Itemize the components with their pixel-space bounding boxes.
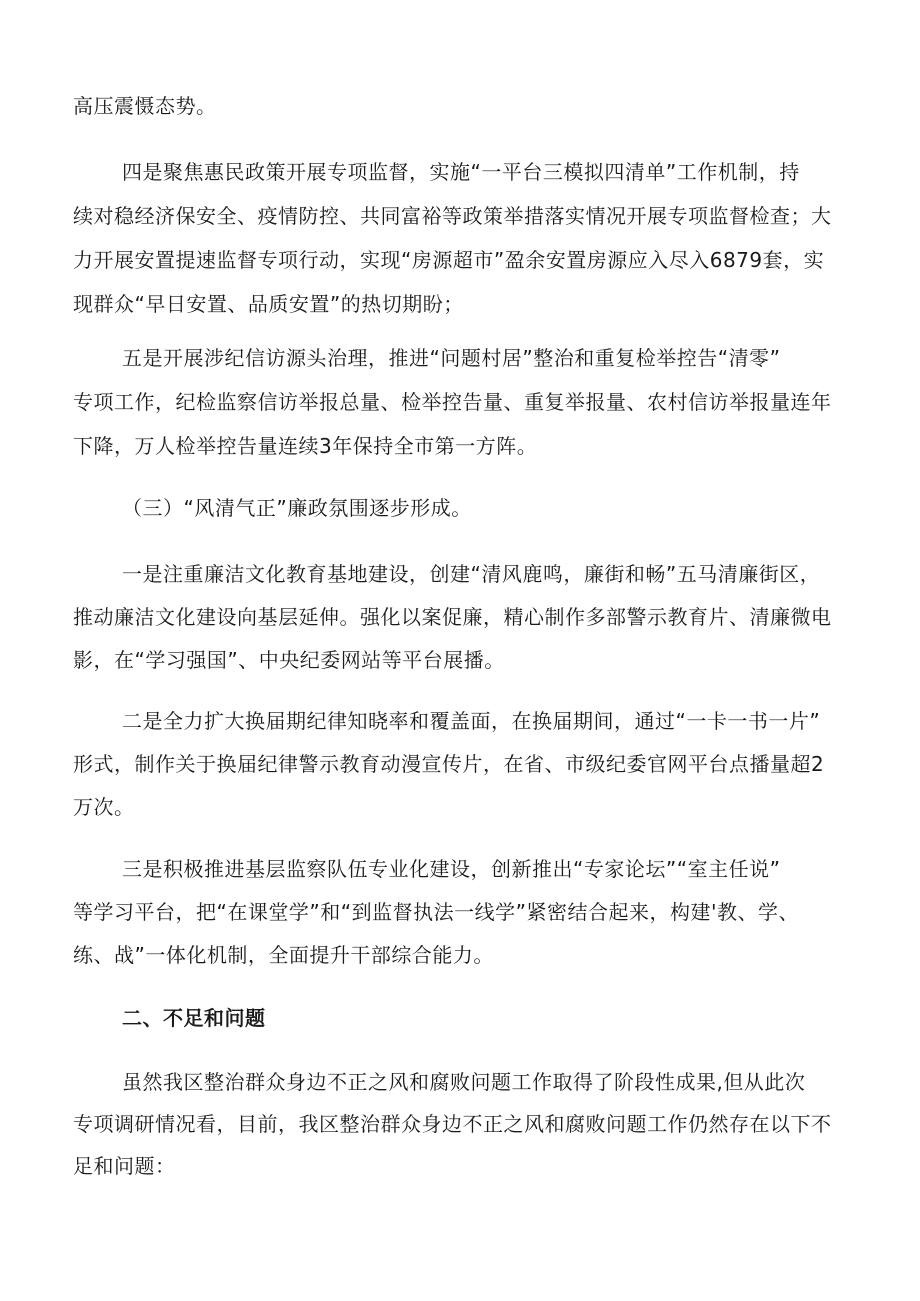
text-line: 下降，万人检举控告量连续3年保持全市第一方阵。 <box>73 434 538 458</box>
chapter-heading: 二、不足和问题 <box>122 1006 266 1030</box>
text-line: 续对稳经济保安全、疫情防控、共同富裕等政策举措落实情况开展专项监督检查；大 <box>73 204 832 228</box>
text-line: 高压震慑态势。 <box>73 94 217 118</box>
text-line: 专项工作，纪检监察信访举报总量、检举控告量、重复举报量、农村信访举报量连年 <box>73 390 832 414</box>
text-line: 四是聚焦惠民政策开展专项监督，实施“一平台三模拟四清单”工作机制，持 <box>122 160 800 184</box>
text-line: 形式，制作关于换届纪律警示教育动漫宣传片，在省、市级纪委官网平台点播量超2 <box>73 752 825 776</box>
text-line: 一是注重廉洁文化教育基地建设，创建“清风鹿鸣，廉街和畅”五马清廉街区， <box>122 562 821 586</box>
text-line: 影，在“学习强国”、中央纪委网站等平台展播。 <box>73 648 505 672</box>
text-line: 三是积极推进基层监察队伍专业化建设，创新推出“专家论坛”“室主任说” <box>122 857 781 881</box>
text-line: 现群众“早日安置、品质安置”的热切期盼； <box>73 292 464 316</box>
text-line: 二是全力扩大换届期纪律知晓率和覆盖面，在换届期间，通过“一卡一书一片” <box>122 709 821 733</box>
text-line: 五是开展涉纪信访源头治理，推进“问题村居”整治和重复检举控告“清零” <box>122 346 781 370</box>
text-line: 推动廉洁文化建设向基层延伸。强化以案促廉，精心制作多部警示教育片、清廉微电 <box>73 605 832 629</box>
text-line: 力开展安置提速监督专项行动，实现“房源超市”盈余安置房源应入尽入6879套，实 <box>73 248 825 272</box>
text-line: 万次。 <box>73 795 135 819</box>
text-line: 足和问题： <box>73 1154 176 1178</box>
text-line: 等学习平台，把“在课堂学”和“到监督执法一线学”紧密结合起来，构建'教、学、 <box>73 900 799 924</box>
text-line: 虽然我区整治群众身边不正之风和腐败问题工作取得了阶段性成果,但从此次 <box>122 1070 806 1094</box>
section-heading: （三）“风清气正”廉政氛围逐步形成。 <box>122 496 472 520</box>
text-line: 练、战”一体化机制，全面提升干部综合能力。 <box>73 943 494 967</box>
text-line: 专项调研情况看，目前，我区整治群众身边不正之风和腐败问题工作仍然存在以下不 <box>73 1112 832 1136</box>
